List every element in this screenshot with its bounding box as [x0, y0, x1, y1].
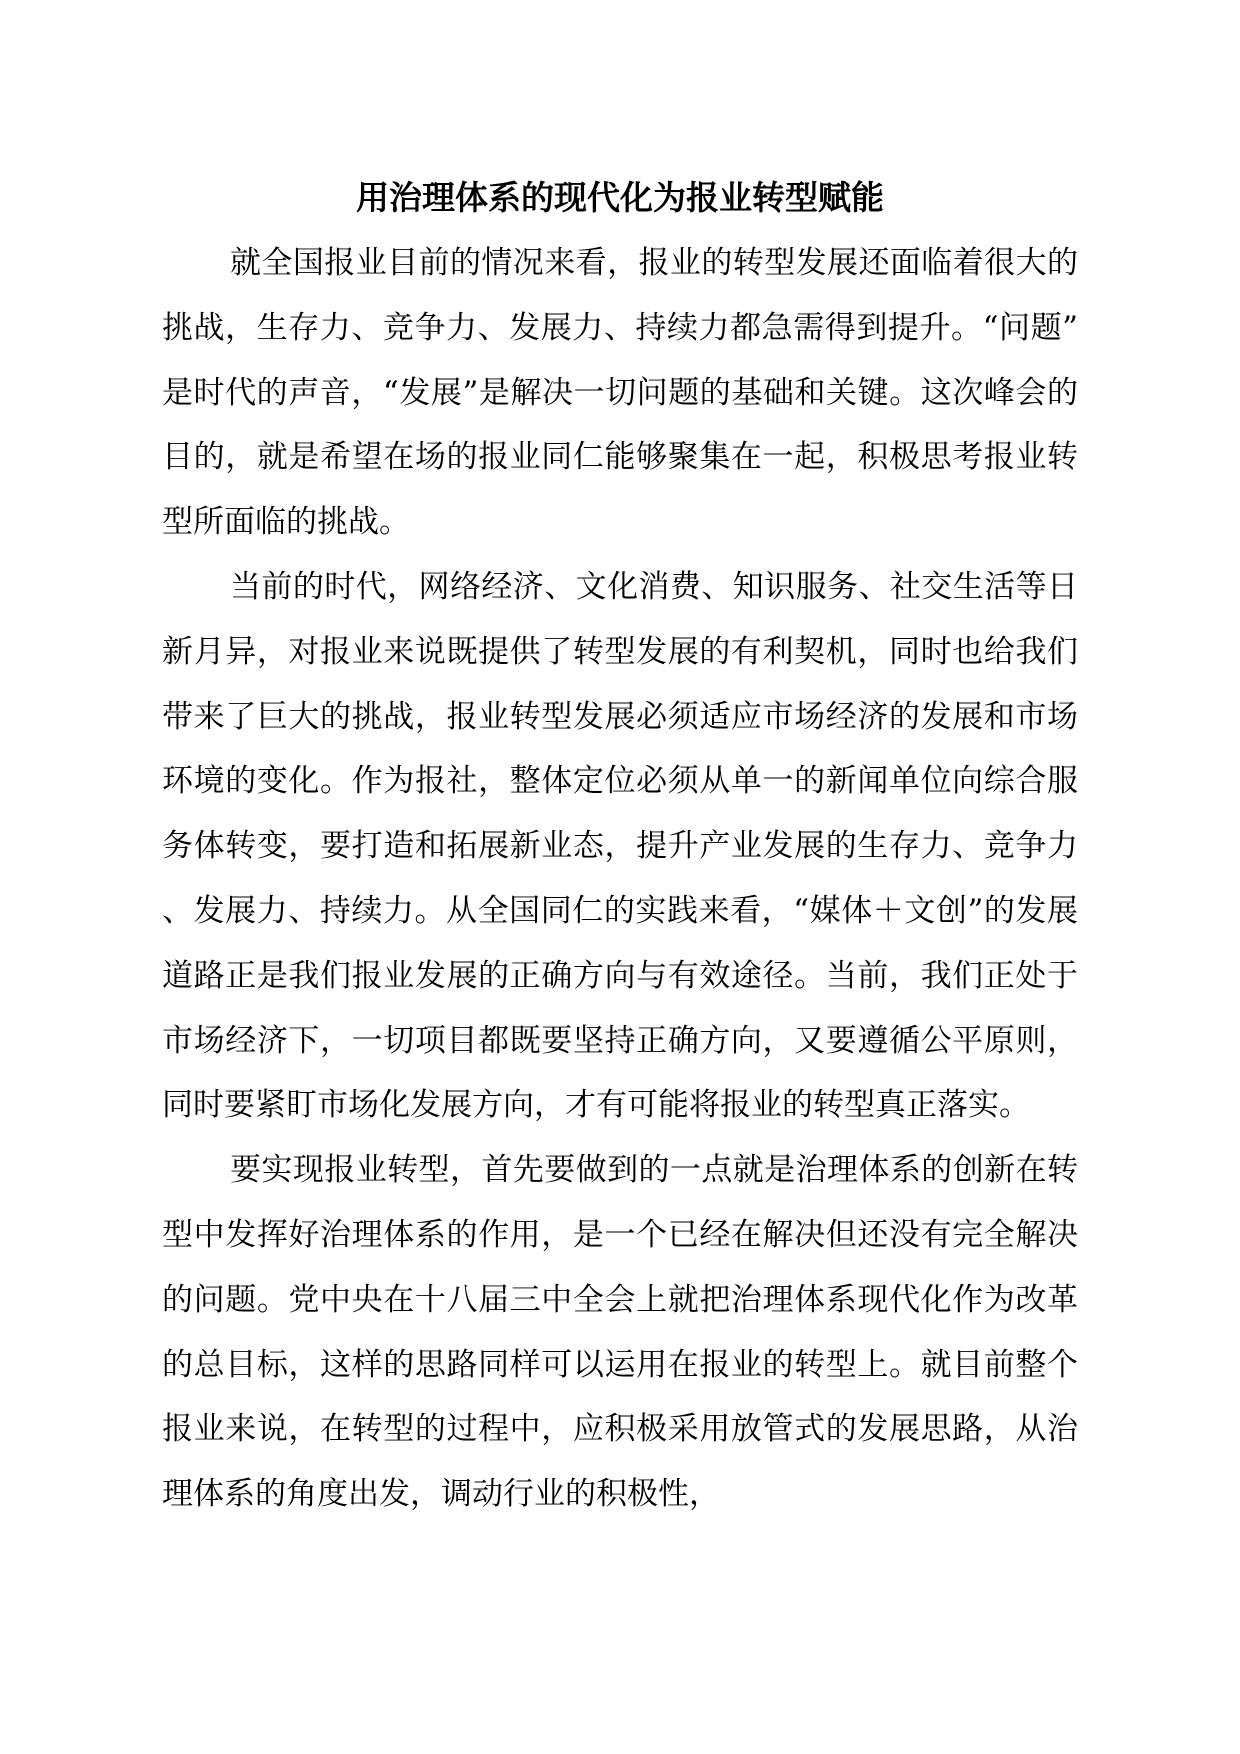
paragraph-3: 要实现报业转型，首先要做到的一点就是治理体系的创新在转型中发挥好治理体系的作用，是一个已经在解决但还没有完全解决的问题。党中央在十八届三中全会上就把治理体系现代化作为改革的总目标，这样的思路同样可以运用在报业的转型上。就目前整个报业来说，在转型的过程中，应积极采用放管式的发展思路，从治理体系的角度出发，调动行业的积极性，	[162, 1152, 1078, 1513]
document-title: 用治理体系的现代化为报业转型赋能	[356, 178, 884, 217]
paragraph-2: 当前的时代，网络经济、文化消费、知识服务、社交生活等日新月异，对报业来说既提供了转型发展的有利契机，同时也给我们带来了巨大的挑战，报业转型发展必须适应市场经济的发展和市场环境的变化。作为报社，整体定位必须从单一的新闻单位向综合服务体转变，要打造和拓展新业态，提升产业发展的生存力、竞争力、发展力、持续力。从全国同仁的实践来看，“媒体＋文创”的发展道路正是我们报业发展的正确方向与有效途径。当前，我们正处于市场经济下，一切项目都既要坚持正确方向，又要遵循公平原则，同时要紧盯市场化发展方向，才有可能将报业的转型真正落实。	[162, 568, 1078, 1124]
paragraph-1: 就全国报业目前的情况来看，报业的转型发展还面临着很大的挑战，生存力、竞争力、发展力、持续力都急需得到提升。“问题”是时代的声音，“发展”是解决一切问题的基础和关键。这次峰会的目的，就是希望在场的报业同仁能够聚集在一起，积极思考报业转型所面临的挑战。	[162, 245, 1078, 541]
document-body	[162, 231, 1078, 1527]
